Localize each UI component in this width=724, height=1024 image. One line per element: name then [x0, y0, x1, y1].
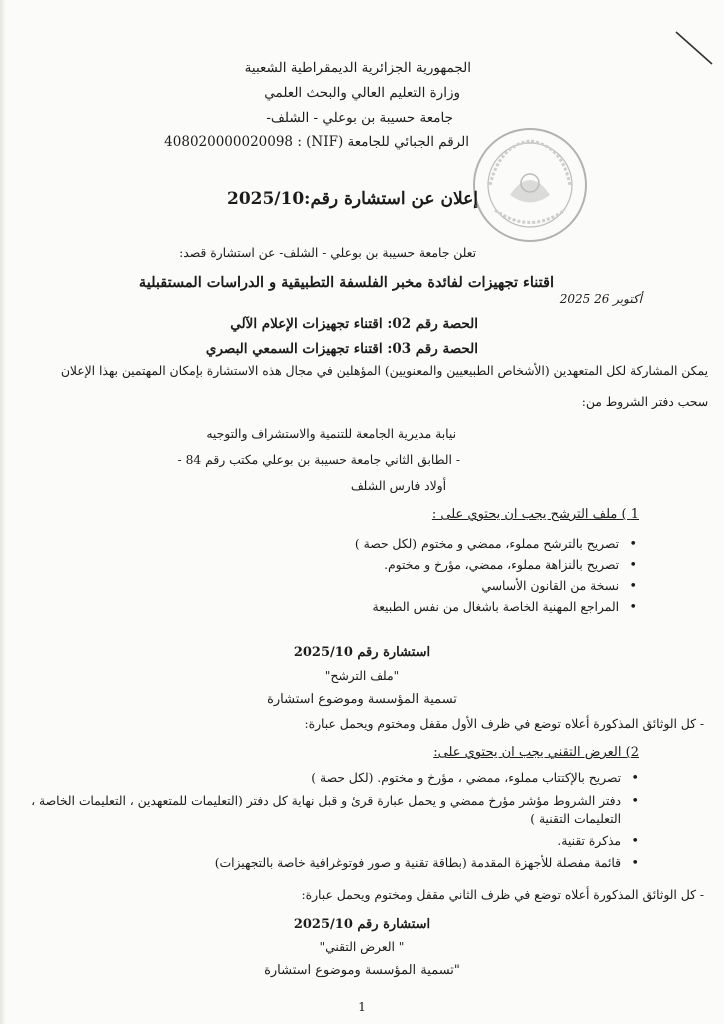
- nif-label: الرقم الجبائي للجامعة (NIF) :: [297, 134, 469, 150]
- header-nif: [164, 134, 469, 150]
- nif-value: 408020000020098: [164, 134, 294, 150]
- note-envelope-2: - كل الوثائق المذكورة أعلاه توضع في ظرف الثاني مقفل ومختوم ويحمل عبارة:: [301, 888, 704, 902]
- page-title: إعلان عن استشارة رقم:2025/10: [226, 189, 478, 209]
- lot-02: الحصة رقم 02: اقتناء تجهيزات الإعلام الآلي: [230, 316, 478, 332]
- block2-line3: "تسمية المؤسسة وموضوع استشارة: [264, 963, 460, 978]
- pen-mark: [672, 28, 716, 68]
- official-seal-stamp: [470, 125, 590, 245]
- list-item: • نسخة من القانون الأساسي: [355, 579, 637, 593]
- list-item: • دفتر الشروط مؤشر مؤرخ ممضي و يحمل عبارة قرئ و قبل نهاية كل دفتر (التعليمات للمتعهدين ، التعليمات الخاصة ،: [31, 794, 639, 808]
- address-line-3: أولاد فارس الشلف: [350, 479, 446, 493]
- section2-heading: 2) العرض التقني يجب ان يحتوي على:: [433, 745, 639, 760]
- section1-list: [355, 537, 637, 614]
- list-item: • المراجع المهنية الخاصة باشغال من نفس الطبيعة: [355, 600, 637, 614]
- list-item: • تصريح بالنزاهة مملوء، ممضي، مؤرخ و مختوم.: [355, 558, 637, 572]
- list-item-continuation: التعليمات التقنية ): [530, 812, 621, 826]
- withdraw-label: سحب دفتر الشروط من:: [581, 395, 708, 409]
- list-item: • مذكرة تقنية.: [31, 834, 639, 848]
- list-item: • تصريح بالإكتتاب مملوء، ممضي ، مؤرخ و مختوم. (لكل حصة ): [31, 771, 639, 785]
- block1-line2: "ملف الترشح": [324, 669, 400, 683]
- address-line-1: نيابة مديرية الجامعة للتنمية والاستشراف والتوجيه: [206, 427, 456, 441]
- note-envelope-1: - كل الوثائق المذكورة أعلاه توضع في ظرف الأول مقفل ومختوم ويحمل عبارة:: [304, 717, 704, 731]
- date-stamp: 2025 أكتوبر 26: [559, 292, 642, 306]
- section2-list: [31, 771, 639, 870]
- eligibility-text: يمكن المشاركة لكل المتعهدين (الأشخاص الطبيعيين والمعنويين) المؤهلين في مجال هذه الاستشارة بإمكان المهتمين بهذا الإعلان: [60, 364, 708, 378]
- address-line-2: - الطابق الثاني جامعة حسيبة بن بوعلي مكتب رقم 84 -: [177, 453, 460, 467]
- header-republic: الجمهورية الجزائرية الديمقراطية الشعبية: [244, 60, 471, 76]
- subject-heading: اقتناء تجهيزات لفائدة مخبر الفلسفة التطبيقية و الدراسات المستقبلية: [138, 274, 554, 291]
- header-university: جامعة حسيبة بن بوعلي - الشلف-: [266, 110, 453, 126]
- block2-line1: استشارة رقم 2025/10: [293, 917, 431, 932]
- intro-text: تعلن جامعة حسيبة بن بوعلي - الشلف- عن استشارة قصد:: [179, 246, 476, 260]
- list-item: • قائمة مفصلة للأجهزة المقدمة (بطاقة تقنية و صور فوتوغرافية خاصة بالتجهيزات): [31, 856, 639, 870]
- page-number: 1: [358, 1000, 366, 1014]
- block1-line3: تسمية المؤسسة وموضوع استشارة: [267, 692, 457, 707]
- section1-heading: 1 ) ملف الترشح يجب ان يحتوي على :: [431, 507, 639, 522]
- lot-03: الحصة رقم 03: اقتناء تجهيزات السمعي البصري: [205, 341, 478, 357]
- scan-edge-shadow: [0, 0, 6, 1024]
- block2-line2: " العرض التقني": [319, 940, 405, 954]
- block1-line1: استشارة رقم 2025/10: [293, 645, 431, 660]
- list-item: • تصريح بالترشح مملوء، ممضي و مختوم (لكل حصة ): [355, 537, 637, 551]
- header-ministry: وزارة التعليم العالي والبحث العلمي: [264, 85, 460, 101]
